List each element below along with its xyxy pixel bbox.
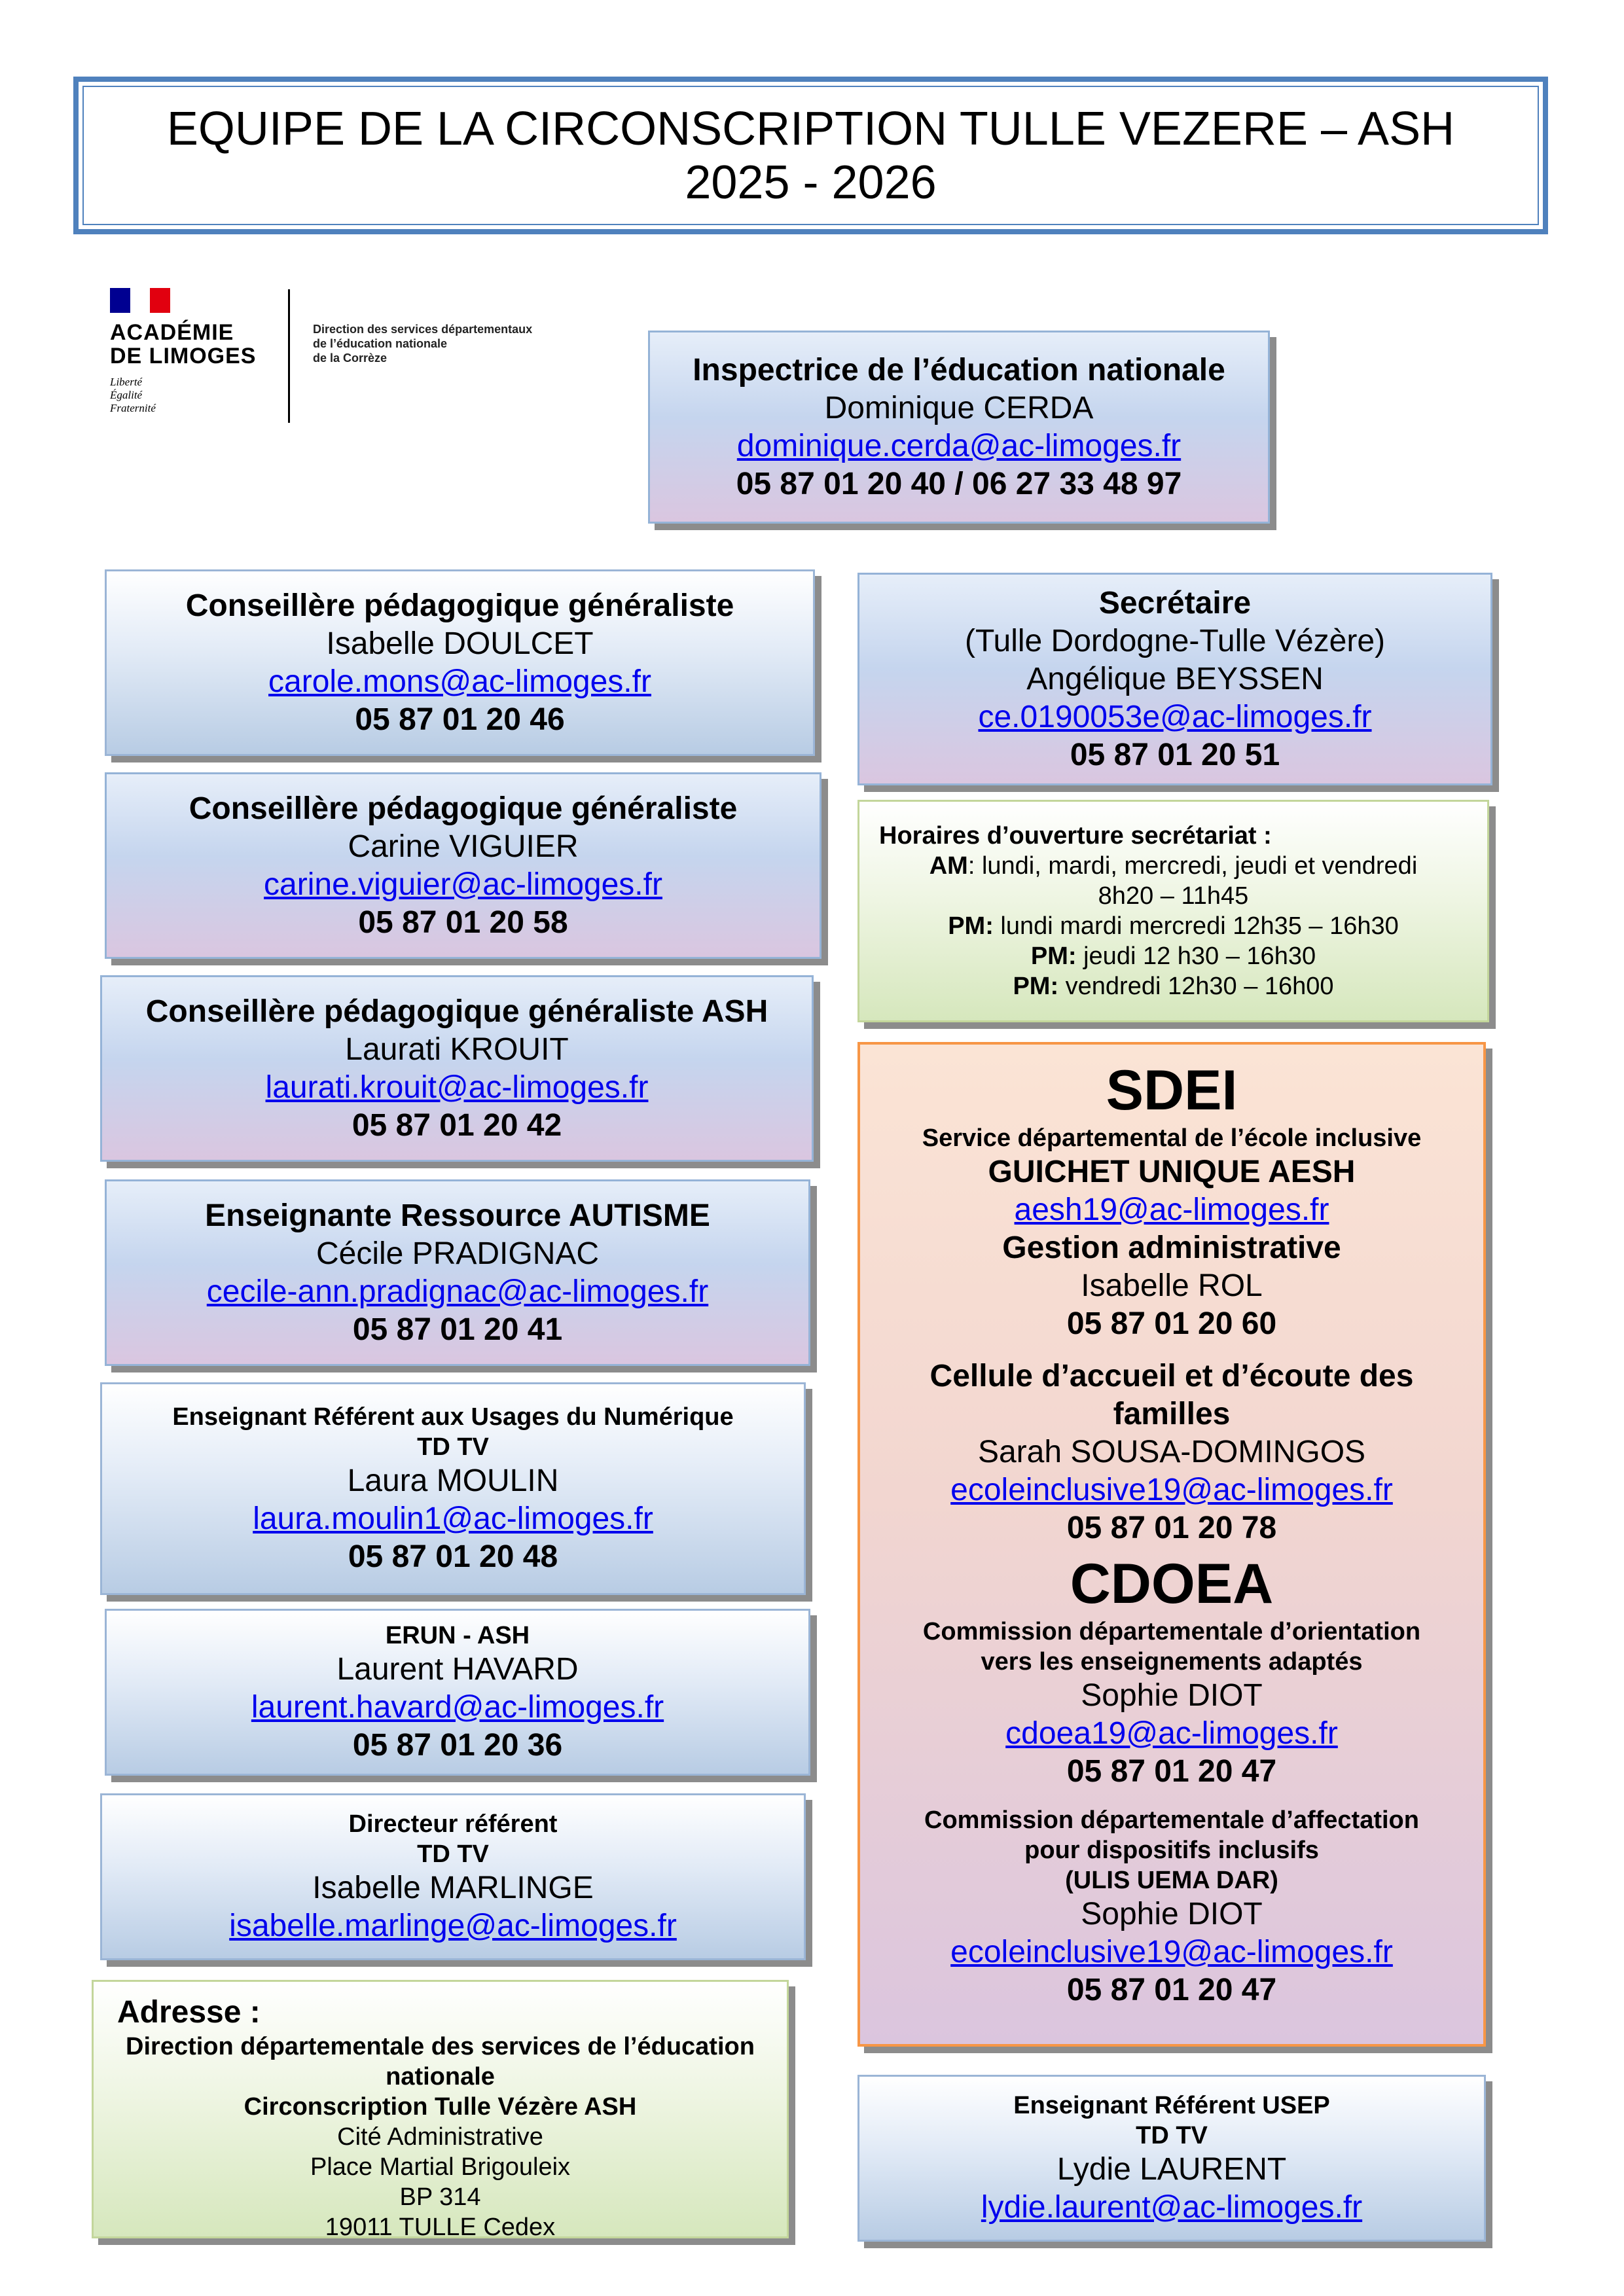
- person-name: Sophie DIOT: [1081, 1678, 1263, 1713]
- card-title: ERUN - ASH: [385, 1621, 530, 1649]
- phone-number: 05 87 01 20 47: [1066, 1973, 1277, 2007]
- address-line: Direction départementale des services de l’éducation: [126, 2033, 755, 2060]
- year-line: 2025 - 2026: [685, 156, 937, 209]
- affectation-title: pour dispositifs inclusifs: [1024, 1837, 1319, 1864]
- email-link[interactable]: isabelle.marlinge@ac-limoges.fr: [229, 1908, 677, 1943]
- academie-logo: [110, 288, 607, 432]
- adresse-card: [92, 1980, 789, 2241]
- card-subtitle: TD TV: [1136, 2121, 1208, 2149]
- usep-card: [857, 2075, 1486, 2242]
- phone-number: 05 87 01 20 41: [352, 1312, 563, 1347]
- phone-number: 05 87 01 20 78: [1066, 1511, 1277, 1545]
- card-subtitle: TD TV: [417, 1840, 489, 1868]
- card-title: Enseignant Référent aux Usages du Numérique: [172, 1403, 734, 1431]
- page-title: [82, 86, 1539, 225]
- person-name: Sophie DIOT: [1081, 1897, 1263, 1931]
- person-name: Carine VIGUIER: [348, 829, 579, 864]
- person-name: Cécile PRADIGNAC: [316, 1236, 600, 1271]
- logo-divider: [288, 289, 290, 423]
- email-link[interactable]: carine.viguier@ac-limoges.fr: [264, 867, 662, 902]
- logo-department: Direction des services départementaux de l’éducation nationale de la Corrèze: [313, 323, 533, 365]
- phone-number: 05 87 01 20 48: [348, 1539, 558, 1574]
- card-subtitle: (Tulle Dordogne-Tulle Vézère): [964, 623, 1386, 658]
- person-name: Dominique CERDA: [824, 390, 1094, 425]
- title-line: EQUIPE DE LA CIRCONSCRIPTION TULLE VEZERE – ASH: [166, 102, 1455, 155]
- guichet-title: GUICHET UNIQUE AESH: [988, 1155, 1356, 1189]
- address-line: nationale: [386, 2063, 495, 2090]
- marianne-icon: [110, 288, 170, 313]
- card-title: Enseignante Ressource AUTISME: [205, 1198, 710, 1233]
- phone-number: 05 87 01 20 40 / 06 27 33 48 97: [736, 466, 1182, 501]
- phone-number: 05 87 01 20 47: [1066, 1754, 1277, 1789]
- gestion-title: Gestion administrative: [1002, 1230, 1341, 1265]
- address-line: Circonscription Tulle Vézère ASH: [244, 2093, 637, 2121]
- card-title: Directeur référent: [348, 1810, 558, 1838]
- page-header: [73, 77, 1548, 234]
- email-link[interactable]: lydie.laurent@ac-limoges.fr: [981, 2189, 1363, 2225]
- email-link[interactable]: ecoleinclusive19@ac-limoges.fr: [950, 1473, 1393, 1507]
- ien-card: [648, 331, 1270, 524]
- card-title: Conseillère pédagogique généraliste: [189, 791, 738, 826]
- card-title: Conseillère pédagogique généraliste: [185, 588, 734, 623]
- sdei-card: [857, 1042, 1486, 2047]
- person-name: Angélique BEYSSEN: [1026, 661, 1324, 696]
- phone-number: 05 87 01 20 36: [352, 1727, 563, 1763]
- email-link[interactable]: cdoea19@ac-limoges.fr: [1005, 1716, 1338, 1751]
- card-title: Enseignant Référent USEP: [1013, 2091, 1330, 2119]
- phone-number: 05 87 01 20 42: [352, 1107, 562, 1143]
- erun-card: [100, 1382, 806, 1595]
- card-title: Secrétaire: [1098, 585, 1252, 620]
- address-line: BP 314: [399, 2183, 481, 2211]
- cpc2-card: [105, 772, 821, 959]
- phone-number: 05 87 01 20 51: [1070, 737, 1280, 772]
- phone-number: 05 87 01 20 46: [355, 702, 565, 737]
- card-subtitle: TD TV: [417, 1433, 489, 1461]
- address-line: Place Martial Brigouleix: [310, 2153, 571, 2181]
- cpc1-card: [105, 569, 815, 756]
- email-link[interactable]: ecoleinclusive19@ac-limoges.fr: [950, 1935, 1393, 1969]
- person-name: Laurati KROUIT: [345, 1031, 569, 1067]
- person-name: Lydie LAURENT: [1056, 2151, 1287, 2187]
- erun-ash-card: [105, 1609, 810, 1776]
- autisme-card: [105, 1179, 810, 1366]
- logo-name: ACADÉMIE DE LIMOGES: [110, 320, 257, 368]
- cpc-ash-card: [100, 975, 814, 1162]
- person-name: Isabelle MARLINGE: [312, 1870, 594, 1905]
- phone-number: 05 87 01 20 58: [358, 905, 568, 940]
- affectation-title: (ULIS UEMA DAR): [1065, 1867, 1278, 1894]
- address-line: Cité Administrative: [337, 2123, 543, 2151]
- cdoea-subtitle: Commission départementale d’orientation: [922, 1618, 1421, 1645]
- email-link[interactable]: ce.0190053e@ac-limoges.fr: [978, 699, 1372, 734]
- hours-pm: PM: jeudi 12 h30 – 16h30: [1030, 942, 1316, 970]
- email-link[interactable]: laurent.havard@ac-limoges.fr: [251, 1689, 664, 1725]
- secretaire-card: [857, 573, 1492, 785]
- email-link[interactable]: laurati.krouit@ac-limoges.fr: [265, 1069, 649, 1105]
- person-name: Isabelle ROL: [1081, 1268, 1263, 1303]
- person-name: Laurent HAVARD: [336, 1651, 579, 1687]
- hours-pm: PM: lundi mardi mercredi 12h35 – 16h30: [948, 912, 1399, 940]
- hours-pm: PM: vendredi 12h30 – 16h00: [1013, 973, 1334, 1000]
- card-title: Inspectrice de l’éducation nationale: [693, 352, 1225, 387]
- logo-motto: Liberté Égalité Fraternité: [110, 376, 156, 414]
- cellule-title: Cellule d’accueil et d’écoute des: [929, 1359, 1414, 1393]
- address-line: 19011 TULLE Cedex: [325, 2214, 556, 2241]
- email-link[interactable]: laura.moulin1@ac-limoges.fr: [253, 1501, 653, 1536]
- card-title: Conseillère pédagogique généraliste ASH: [145, 994, 768, 1029]
- sdei-title: SDEI: [1106, 1059, 1238, 1122]
- person-name: Laura MOULIN: [347, 1463, 559, 1498]
- email-link[interactable]: dominique.cerda@ac-limoges.fr: [736, 428, 1182, 463]
- sdei-subtitle: Service départemental de l’école inclusive: [922, 1124, 1422, 1152]
- email-link[interactable]: aesh19@ac-limoges.fr: [1014, 1193, 1329, 1227]
- hours-am-time: 8h20 – 11h45: [1098, 882, 1249, 910]
- directeur-card: [100, 1793, 806, 1960]
- email-link[interactable]: carole.mons@ac-limoges.fr: [268, 664, 651, 699]
- hours-am: AM: lundi, mardi, mercredi, jeudi et vendredi: [929, 852, 1418, 880]
- email-link[interactable]: cecile-ann.pradignac@ac-limoges.fr: [206, 1274, 709, 1309]
- cellule-title: familles: [1113, 1397, 1231, 1431]
- hours-title: Horaires d’ouverture secrétariat :: [879, 822, 1272, 850]
- phone-number: 05 87 01 20 60: [1066, 1306, 1277, 1341]
- person-name: Isabelle DOULCET: [326, 626, 594, 661]
- horaires-card: [857, 800, 1489, 1022]
- address-label: Adresse :: [117, 1995, 261, 2030]
- affectation-title: Commission départementale d’affectation: [924, 1806, 1419, 1834]
- cdoea-subtitle: vers les enseignements adaptés: [981, 1648, 1363, 1676]
- cdoea-title: CDOEA: [1070, 1552, 1274, 1615]
- person-name: Sarah SOUSA-DOMINGOS: [977, 1435, 1366, 1469]
